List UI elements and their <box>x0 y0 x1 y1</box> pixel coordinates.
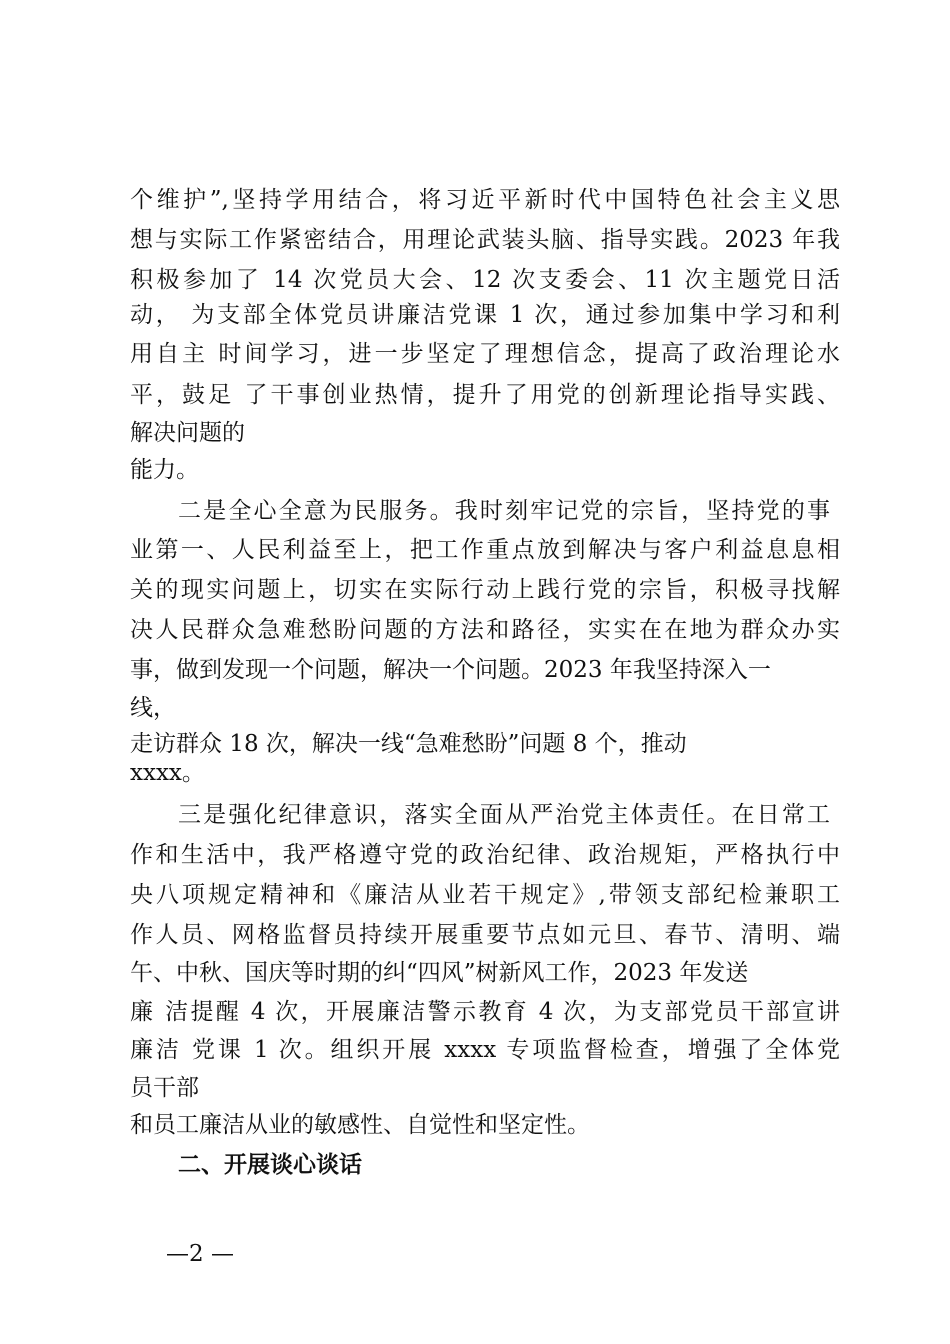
section-heading: 二、开展谈心谈话 <box>178 1152 362 1178</box>
text-line: 走访群众 18 次，解决一线“急难愁盼”问题 8 个，推动 <box>130 731 687 757</box>
text-line: 能力。 <box>130 457 199 483</box>
text-line: 想与实际工作紧密结合，用理论武装头脑、指导实践。2023 年我 <box>130 227 840 253</box>
page-number: —2 — <box>166 1241 234 1267</box>
text-line: 员干部 <box>130 1075 199 1101</box>
text-line: 廉洁 党课 1 次。组织开展 xxxx 专项监督检查，增强了全体党 <box>130 1037 840 1063</box>
text-line: 决人民群众急难愁盼问题的方法和路径，实实在在地为群众办实 <box>130 617 840 643</box>
text-line: xxxx。 <box>130 760 205 786</box>
text-line: 积极参加了 14 次党员大会、12 次支委会、11 次主题党日活 <box>130 267 840 293</box>
text-line: 央八项规定精神和《廉洁从业若干规定》,带领支部纪检兼职工 <box>130 882 840 908</box>
paragraph-first-line: 三是强化纪律意识，落实全面从严治党主体责任。在日常工 <box>178 802 830 828</box>
text-line: 和员工廉洁从业的敏感性、自觉性和坚定性。 <box>130 1112 590 1138</box>
text-line: 作和生活中，我严格遵守党的政治纪律、政治规矩，严格执行中 <box>130 842 840 868</box>
paragraph-first-line: 二是全心全意为民服务。我时刻牢记党的宗旨，坚持党的事 <box>178 498 830 524</box>
text-line: 线， <box>130 695 176 721</box>
text-line: 个维护”,坚持学用结合，将习近平新时代中国特色社会主义思 <box>130 187 840 213</box>
text-line: 关的现实问题上，切实在实际行动上践行党的宗旨，积极寻找解 <box>130 577 840 603</box>
text-line: 午、中秋、国庆等时期的纠“四风”树新风工作，2023 年发送 <box>130 960 749 986</box>
text-line: 用自主 时间学习，进一步坚定了理想信念，提高了政治理论水 <box>130 341 840 367</box>
text-line: 业第一、人民利益至上，把工作重点放到解决与客户利益息息相 <box>130 537 840 563</box>
text-line: 廉 洁提醒 4 次，开展廉洁警示教育 4 次，为支部党员干部宣讲 <box>130 999 840 1025</box>
text-line: 事，做到发现一个问题，解决一个问题。2023 年我坚持深入一 <box>130 657 771 683</box>
text-line: 动， 为支部全体党员讲廉洁党课 1 次，通过参加集中学习和利 <box>130 302 840 328</box>
text-line: 解决问题的 <box>130 420 245 446</box>
text-line: 平，鼓足 了干事创业热情，提升了用党的创新理论指导实践、 <box>130 382 840 408</box>
text-line: 作人员、网格监督员持续开展重要节点如元旦、春节、清明、端 <box>130 922 840 948</box>
